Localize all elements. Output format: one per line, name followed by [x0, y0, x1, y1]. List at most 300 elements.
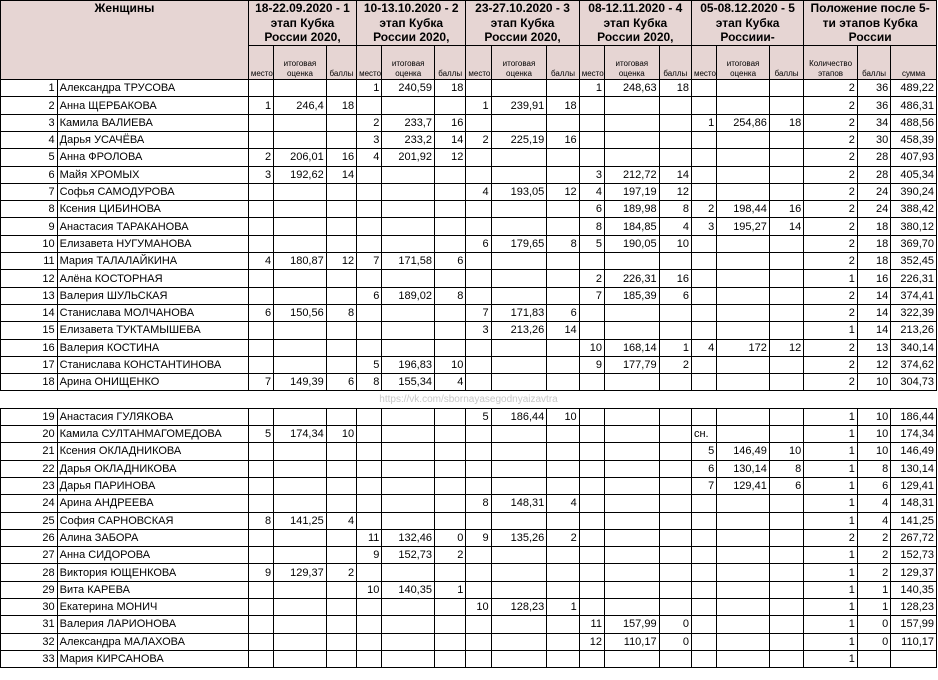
total-sum: 152,73	[891, 547, 937, 564]
stage-score	[491, 149, 547, 166]
stage-points	[434, 183, 465, 200]
total-points: 12	[857, 356, 890, 373]
table-row	[1, 426, 937, 443]
stage-score: 110,17	[604, 633, 659, 650]
stage-points	[659, 599, 691, 616]
stage-place: 5	[691, 443, 716, 460]
stage-place: 1	[248, 97, 273, 114]
stage-points: 2	[326, 564, 356, 581]
stage-score	[382, 633, 435, 650]
total-sum: 388,42	[891, 201, 937, 218]
stage-score	[717, 304, 770, 321]
total-points: 8	[857, 460, 890, 477]
athlete-name: Дарья ПАРИНОВА	[57, 477, 248, 494]
table-row	[1, 201, 937, 218]
total-points: 2	[857, 529, 890, 546]
athlete-name: Дарья УСАЧЁВА	[57, 132, 248, 149]
stage-place	[466, 356, 491, 373]
table-body	[1, 80, 937, 668]
stage-score	[382, 495, 435, 512]
stage-score	[274, 132, 327, 149]
stage-place	[357, 477, 382, 494]
stage-place: 4	[579, 183, 604, 200]
stage-score: 201,92	[382, 149, 435, 166]
stage-place	[248, 408, 273, 425]
total-points: 4	[857, 512, 890, 529]
stage-score: 180,87	[274, 253, 327, 270]
stage-points	[326, 235, 356, 252]
table-row	[1, 270, 937, 287]
stage-place	[466, 114, 491, 131]
stage-score	[491, 356, 547, 373]
stage-score	[491, 460, 547, 477]
stage-place: 2	[579, 270, 604, 287]
stage-place	[466, 426, 491, 443]
stage-points	[659, 374, 691, 391]
stage-count: 1	[804, 460, 858, 477]
stage-place	[691, 512, 716, 529]
stage-place	[691, 408, 716, 425]
stage-place	[466, 564, 491, 581]
athlete-name: Дарья ОКЛАДНИКОВА	[57, 460, 248, 477]
stage-points: 16	[326, 149, 356, 166]
athlete-name: Елизавета НУГУМАНОВА	[57, 235, 248, 252]
stage-score	[491, 114, 547, 131]
stage-points	[326, 356, 356, 373]
stage-place: 2	[357, 114, 382, 131]
stage-place: 7	[466, 304, 491, 321]
stage-score: 225,19	[491, 132, 547, 149]
stage-points: 12	[547, 183, 579, 200]
stage-score	[604, 529, 659, 546]
stage-place	[579, 477, 604, 494]
stage-score: 179,65	[491, 235, 547, 252]
stage-points: 0	[659, 616, 691, 633]
stage-points	[769, 426, 803, 443]
stage-score	[491, 564, 547, 581]
stage-points	[547, 356, 579, 373]
stage-score	[491, 581, 547, 598]
stage-score	[274, 80, 327, 97]
stage-place	[691, 599, 716, 616]
total-sum: 322,39	[891, 304, 937, 321]
rank-cell: 32	[1, 633, 58, 650]
table-row	[1, 477, 937, 494]
stage-points	[434, 512, 465, 529]
stage-points	[769, 270, 803, 287]
stage-points	[659, 149, 691, 166]
stage-points	[659, 132, 691, 149]
stage-place	[357, 616, 382, 633]
total-sum: 488,56	[891, 114, 937, 131]
stage-points	[547, 218, 579, 235]
table-row	[1, 564, 937, 581]
stage-score	[717, 270, 770, 287]
subheader-score: итоговая оценка	[717, 46, 770, 80]
total-sum: 213,26	[891, 322, 937, 339]
stage-score	[382, 512, 435, 529]
stage-score	[717, 235, 770, 252]
total-points: 1	[857, 599, 890, 616]
watermark-link: https://vk.com/sbornayasegodnyaizavtra	[1, 391, 937, 408]
stage-place	[248, 339, 273, 356]
table-row	[1, 80, 937, 97]
stage-count: 2	[804, 287, 858, 304]
stage-score	[717, 581, 770, 598]
stage-place	[466, 218, 491, 235]
stage-score	[491, 253, 547, 270]
subheader-points: баллы	[769, 46, 803, 80]
stage-points	[547, 477, 579, 494]
table-row	[1, 460, 937, 477]
stage-place	[466, 201, 491, 218]
stage-score: 190,05	[604, 235, 659, 252]
stage-points: 8	[434, 287, 465, 304]
stage-place	[248, 114, 273, 131]
subheader-place: место	[248, 46, 273, 80]
total-points: 30	[857, 132, 890, 149]
stage-place	[579, 495, 604, 512]
stage-place	[691, 564, 716, 581]
stage-points	[547, 426, 579, 443]
stage-place: 3	[691, 218, 716, 235]
stage-points: 6	[547, 304, 579, 321]
stage-score	[274, 633, 327, 650]
stage-points	[434, 599, 465, 616]
stage-points	[547, 80, 579, 97]
stage-place: 3	[357, 132, 382, 149]
rank-cell: 9	[1, 218, 58, 235]
stage-score	[382, 443, 435, 460]
table-row	[1, 443, 937, 460]
stage-place	[248, 132, 273, 149]
stage-count: 1	[804, 426, 858, 443]
stage-score	[604, 512, 659, 529]
stage-score	[382, 477, 435, 494]
stage-place	[579, 149, 604, 166]
total-sum: 390,24	[891, 183, 937, 200]
stage-place	[357, 304, 382, 321]
total-sum: 130,14	[891, 460, 937, 477]
stage-score	[717, 97, 770, 114]
stage-score	[717, 650, 770, 667]
stage-score: 197,19	[604, 183, 659, 200]
stage-points	[434, 616, 465, 633]
stage-place	[691, 650, 716, 667]
athlete-name: Ксения ЦИБИНОВА	[57, 201, 248, 218]
stage-points	[769, 322, 803, 339]
stage-place: 5	[248, 426, 273, 443]
stage-count: 1	[804, 616, 858, 633]
stage-score	[717, 287, 770, 304]
stage-points: 16	[769, 201, 803, 218]
rank-cell: 22	[1, 460, 58, 477]
stage-count: 1	[804, 581, 858, 598]
total-points: 6	[857, 477, 890, 494]
stage-points	[434, 564, 465, 581]
stage-score: 152,73	[382, 547, 435, 564]
stage-score: 177,79	[604, 356, 659, 373]
stage-points	[769, 581, 803, 598]
stage-score	[604, 650, 659, 667]
table-header	[1, 1, 937, 80]
stage-score: 193,05	[491, 183, 547, 200]
stage-score	[717, 564, 770, 581]
stage-place	[691, 287, 716, 304]
athlete-name: Анна ЩЕРБАКОВА	[57, 97, 248, 114]
stage-points	[326, 477, 356, 494]
subheader-points: баллы	[326, 46, 356, 80]
stage-score	[717, 633, 770, 650]
total-sum: 129,41	[891, 477, 937, 494]
stage-score	[604, 564, 659, 581]
stage-points: 4	[659, 218, 691, 235]
stage-score	[382, 201, 435, 218]
stage-place	[248, 477, 273, 494]
stage-points: 14	[547, 322, 579, 339]
stage-score	[274, 183, 327, 200]
stage-score	[604, 477, 659, 494]
stage-points	[547, 201, 579, 218]
stage-score: 172	[717, 339, 770, 356]
stage-score	[604, 408, 659, 425]
stage-place	[579, 426, 604, 443]
stage-points: 14	[659, 166, 691, 183]
table-row	[1, 512, 937, 529]
stage-place	[579, 460, 604, 477]
subheader-score: итоговая оценка	[274, 46, 327, 80]
stage-points	[769, 408, 803, 425]
total-points: 14	[857, 304, 890, 321]
stage-score: 174,34	[274, 426, 327, 443]
total-points: 0	[857, 633, 890, 650]
athlete-name: Ксения ОКЛАДНИКОВА	[57, 443, 248, 460]
stage-score	[717, 374, 770, 391]
stage-count: 1	[804, 408, 858, 425]
rank-cell: 24	[1, 495, 58, 512]
subheader-score: итоговая оценка	[491, 46, 547, 80]
stage-place	[357, 235, 382, 252]
stage-count: 2	[804, 97, 858, 114]
total-points: 14	[857, 287, 890, 304]
stage-place: 8	[248, 512, 273, 529]
stage-points: 10	[547, 408, 579, 425]
stage-place: 7	[357, 253, 382, 270]
stage-place	[357, 443, 382, 460]
athlete-name: Валерия ШУЛЬСКАЯ	[57, 287, 248, 304]
stage-1-header: 18-22.09.2020 - 1 этап Кубка России 2020,	[248, 1, 356, 46]
stage-points	[769, 132, 803, 149]
stage-points	[659, 97, 691, 114]
table-row	[1, 356, 937, 373]
stage-points	[326, 650, 356, 667]
rank-cell: 15	[1, 322, 58, 339]
stage-place	[579, 581, 604, 598]
total-points: 18	[857, 218, 890, 235]
athlete-name: Валерия ЛАРИОНОВА	[57, 616, 248, 633]
stage-score	[717, 166, 770, 183]
stage-score	[274, 581, 327, 598]
stage-score	[274, 529, 327, 546]
stage-score: 184,85	[604, 218, 659, 235]
stage-points	[547, 512, 579, 529]
stage-points	[769, 564, 803, 581]
table-row	[1, 581, 937, 598]
stage-place	[357, 339, 382, 356]
stage-count: 2	[804, 374, 858, 391]
stage-place	[691, 235, 716, 252]
stage-score	[491, 547, 547, 564]
stage-points	[659, 495, 691, 512]
stage-count: 2	[804, 304, 858, 321]
stage-score: 168,14	[604, 339, 659, 356]
stage-count: 2	[804, 339, 858, 356]
stage-points	[659, 512, 691, 529]
rank-cell: 30	[1, 599, 58, 616]
total-points: 14	[857, 322, 890, 339]
stage-points	[434, 460, 465, 477]
total-sum: 186,44	[891, 408, 937, 425]
stage-score	[717, 512, 770, 529]
stage-score: 141,25	[274, 512, 327, 529]
stage-score: 157,99	[604, 616, 659, 633]
stage-place: 2	[691, 201, 716, 218]
total-points: 24	[857, 201, 890, 218]
stage-place	[248, 183, 273, 200]
table-row	[1, 547, 937, 564]
stage-score	[382, 183, 435, 200]
stage-count: 1	[804, 512, 858, 529]
stage-place	[691, 581, 716, 598]
stage-points: 18	[547, 97, 579, 114]
stage-score	[604, 132, 659, 149]
stage-score	[604, 443, 659, 460]
stage-score	[491, 650, 547, 667]
stage-place: 9	[579, 356, 604, 373]
stage-points	[547, 253, 579, 270]
stage-place	[466, 547, 491, 564]
stage-place	[357, 97, 382, 114]
rank-cell: 16	[1, 339, 58, 356]
stage-place	[466, 80, 491, 97]
stage-place	[579, 529, 604, 546]
stage-points	[547, 166, 579, 183]
stage-score	[274, 235, 327, 252]
stage-points	[326, 287, 356, 304]
stage-points: 6	[326, 374, 356, 391]
stage-points: 14	[434, 132, 465, 149]
stage-place	[691, 356, 716, 373]
total-sum: 489,22	[891, 80, 937, 97]
stage-score	[274, 408, 327, 425]
stage-score	[382, 564, 435, 581]
stage-place: 3	[248, 166, 273, 183]
stage-score	[604, 581, 659, 598]
stage-count: 1	[804, 322, 858, 339]
stage-score	[604, 253, 659, 270]
stage-points: 1	[547, 599, 579, 616]
athlete-name: Камила ВАЛИЕВА	[57, 114, 248, 131]
stage-points	[769, 374, 803, 391]
stage-place	[691, 529, 716, 546]
stage-points	[434, 97, 465, 114]
stage-place: 8	[357, 374, 382, 391]
stage-points	[659, 304, 691, 321]
stage-score	[382, 339, 435, 356]
stage-score: 195,27	[717, 218, 770, 235]
stage-points	[659, 253, 691, 270]
stage-points	[434, 270, 465, 287]
table-row	[1, 114, 937, 131]
stage-place	[579, 322, 604, 339]
stage-points: 18	[659, 80, 691, 97]
rank-cell: 26	[1, 529, 58, 546]
stage-points	[326, 547, 356, 564]
stage-place	[691, 633, 716, 650]
stage-points	[434, 304, 465, 321]
stage-points	[326, 599, 356, 616]
stage-place	[248, 270, 273, 287]
stage-score	[274, 201, 327, 218]
stage-score: 198,44	[717, 201, 770, 218]
subheader-score: итоговая оценка	[382, 46, 435, 80]
stage-points: 8	[769, 460, 803, 477]
stage-points: 8	[547, 235, 579, 252]
stage-place	[357, 201, 382, 218]
stage-place: 4	[691, 339, 716, 356]
stage-points	[769, 599, 803, 616]
stage-place	[466, 633, 491, 650]
stage-points: 2	[434, 547, 465, 564]
total-points: 2	[857, 564, 890, 581]
stage-points	[326, 460, 356, 477]
stage-score	[717, 547, 770, 564]
athlete-name: София САРНОВСКАЯ	[57, 512, 248, 529]
stage-place	[691, 322, 716, 339]
total-sum: 140,35	[891, 581, 937, 598]
athlete-name: Елизавета ТУКТАМЫШЕВА	[57, 322, 248, 339]
stage-place	[579, 599, 604, 616]
stage-points	[434, 633, 465, 650]
stage-points	[434, 443, 465, 460]
stage-place	[357, 322, 382, 339]
stage-place	[466, 512, 491, 529]
table-row	[1, 149, 937, 166]
stage-place	[691, 547, 716, 564]
athlete-name: Майя ХРОМЫХ	[57, 166, 248, 183]
stage-3-header: 23-27.10.2020 - 3 этап Кубка России 2020,	[466, 1, 579, 46]
total-sum: 148,31	[891, 495, 937, 512]
stage-points	[326, 114, 356, 131]
stage-place: 6	[691, 460, 716, 477]
stage-count: 1	[804, 547, 858, 564]
stage-score	[274, 495, 327, 512]
total-sum: 458,39	[891, 132, 937, 149]
stage-score: 140,35	[382, 581, 435, 598]
stage-score	[491, 201, 547, 218]
stage-place	[248, 529, 273, 546]
total-points: 4	[857, 495, 890, 512]
stage-points: 1	[434, 581, 465, 598]
stage-points	[434, 426, 465, 443]
total-sum: 374,62	[891, 356, 937, 373]
stage-score	[717, 356, 770, 373]
stage-points	[326, 616, 356, 633]
athlete-name: Александра ТРУСОВА	[57, 80, 248, 97]
stage-place: 9	[357, 547, 382, 564]
stage-points	[659, 547, 691, 564]
stage-score	[491, 426, 547, 443]
